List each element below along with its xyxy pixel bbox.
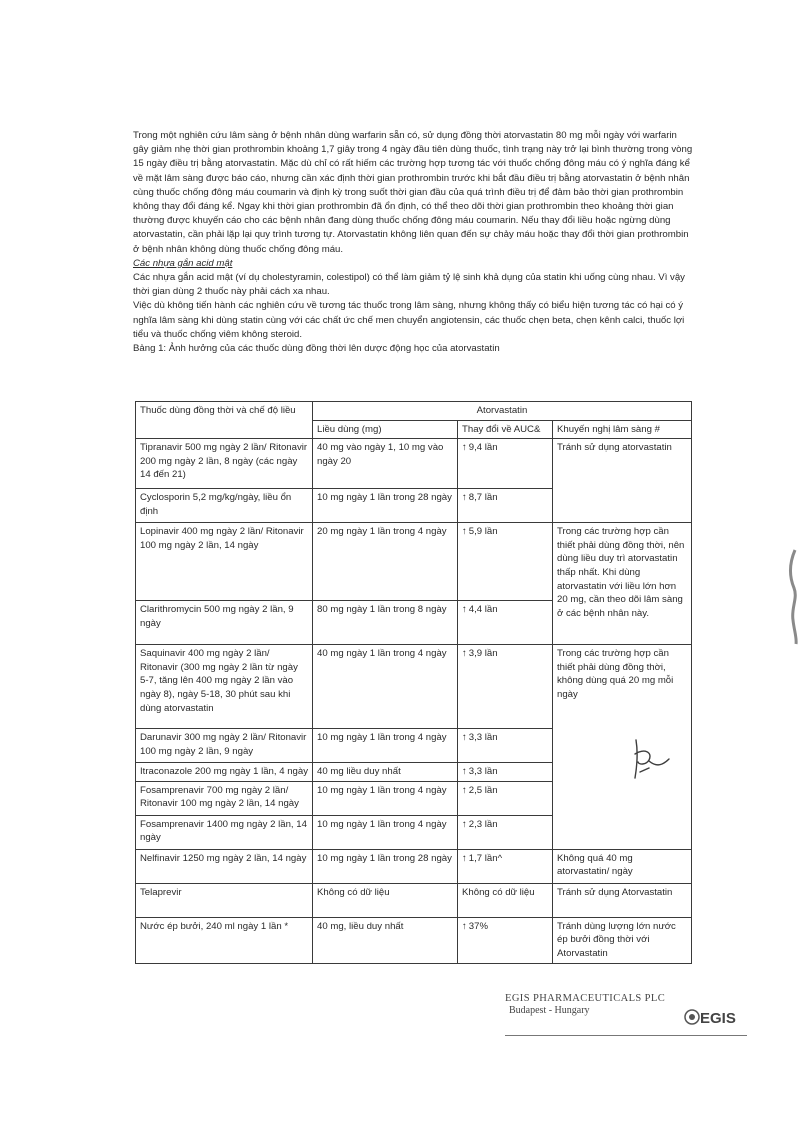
drug-cell: Clarithromycin 500 mg ngày 2 lần, 9 ngày xyxy=(136,601,313,645)
group-header-atorvastatin: Atorvastatin xyxy=(313,402,692,421)
dose-cell: 10 mg ngày 1 lần trong 28 ngày xyxy=(313,489,458,523)
dose-cell: 10 mg ngày 1 lần trong 4 ngày xyxy=(313,781,458,815)
auc-value: 2,3 lần xyxy=(468,818,498,830)
table-row xyxy=(136,883,692,917)
section-heading-bile-acid-resins: Các nhựa gắn acid mật xyxy=(133,257,233,269)
auc-cell xyxy=(458,645,553,729)
recommendation-cell: Trong các trường hợp cần thiết phải dùng đồng thời, nên dùng liều duy trì atorvastatin thấp nhất. Khi dùng atorvastatin với liều lớn hơn 20 mg, cần theo dõi lâm sàng ở các bệnh nhân này. xyxy=(553,523,692,645)
col-header-drug: Thuốc dùng đồng thời và chế độ liều xyxy=(136,402,313,439)
drug-cell: Itraconazole 200 mg ngày 1 lần, 4 ngày xyxy=(136,763,313,782)
up-arrow-icon: ↑ xyxy=(462,852,467,864)
auc-value: 9,4 lần xyxy=(468,442,498,454)
col-header-dose: Liều dùng (mg) xyxy=(313,420,458,439)
table-caption: Bảng 1: Ảnh hưởng của các thuốc dùng đồng thời lên dược động học của atorvastatin xyxy=(133,343,500,355)
auc-cell xyxy=(458,439,553,489)
handwritten-signature xyxy=(622,732,674,784)
company-stamp xyxy=(505,993,757,1027)
dose-cell: 40 mg, liều duy nhất xyxy=(313,917,458,963)
table-row xyxy=(136,523,692,601)
auc-cell xyxy=(458,729,553,763)
auc-cell: Không có dữ liệu xyxy=(458,883,553,917)
table-row xyxy=(136,439,692,489)
table-row xyxy=(136,849,692,883)
paragraph-bile-acid-resins: Các nhựa gắn acid mật (ví dụ cholestyramin, colestipol) có thể làm giảm tỷ lệ sinh khả dụng của statin khi uống cùng nhau. Vì vậy thời gian dùng 2 thuốc này phải cách xa nhau. xyxy=(133,272,685,298)
auc-value: 5,9 lần xyxy=(468,526,498,538)
egis-logo xyxy=(682,998,762,1034)
drug-cell: Saquinavir 400 mg ngày 2 lần/ Ritonavir (300 mg ngày 2 lần từ ngày 5-7, tăng lên 400 mg ngày 2 lần vào ngày 8), ngày 5-18, 30 phút sau khi dùng atorvastatin xyxy=(136,645,313,729)
up-arrow-icon: ↑ xyxy=(462,442,467,454)
up-arrow-icon: ↑ xyxy=(462,732,467,744)
auc-cell xyxy=(458,523,553,601)
recommendation-cell: Không quá 40 mg atorvastatin/ ngày xyxy=(553,849,692,883)
auc-cell xyxy=(458,763,553,782)
interaction-table xyxy=(135,401,692,964)
dose-cell: 40 mg liều duy nhất xyxy=(313,763,458,782)
up-arrow-icon: ↑ xyxy=(462,818,467,830)
up-arrow-icon: ↑ xyxy=(462,492,467,504)
drug-cell: Nước ép bưởi, 240 ml ngày 1 lần * xyxy=(136,917,313,963)
up-arrow-icon: ↑ xyxy=(462,526,467,538)
drug-cell: Fosamprenavir 700 mg ngày 2 lần/ Ritonavir 100 mg ngày 2 lần, 14 ngày xyxy=(136,781,313,815)
edge-stamp-mark xyxy=(785,546,799,646)
up-arrow-icon: ↑ xyxy=(462,648,467,660)
body-text xyxy=(133,129,693,356)
paragraph-other-drugs: Việc dù không tiến hành các nghiên cứu về tương tác thuốc trong lâm sàng, nhưng không thấy có biểu hiện tương tác có hại có ý nghĩa lâm sàng khi dùng statin cùng với các chất ức chế men chuyển angiotensin, các thuốc chẹn beta, chẹn kênh calci, thuốc lợi tiểu và thuốc chống viêm không steroid. xyxy=(133,300,685,340)
up-arrow-icon: ↑ xyxy=(462,766,467,778)
up-arrow-icon: ↑ xyxy=(462,920,467,932)
drug-cell: Telaprevir xyxy=(136,883,313,917)
auc-cell xyxy=(458,781,553,815)
auc-cell xyxy=(458,489,553,523)
company-city: Budapest - Hungary xyxy=(509,1005,590,1016)
auc-cell xyxy=(458,815,553,849)
up-arrow-icon: ↑ xyxy=(462,604,467,616)
drug-cell: Lopinavir 400 mg ngày 2 lần/ Ritonavir 100 mg ngày 2 lần, 14 ngày xyxy=(136,523,313,601)
dose-cell: 80 mg ngày 1 lần trong 8 ngày xyxy=(313,601,458,645)
auc-cell xyxy=(458,849,553,883)
drug-cell: Nelfinavir 1250 mg ngày 2 lần, 14 ngày xyxy=(136,849,313,883)
recommendation-cell: Tránh dùng lượng lớn nước ép bưởi đồng thời với Atorvastatin xyxy=(553,917,692,963)
auc-cell xyxy=(458,917,553,963)
auc-value: 3,3 lần xyxy=(468,766,498,778)
drug-cell: Tipranavir 500 mg ngày 2 lần/ Ritonavir 200 mg ngày 2 lần, 8 ngày (các ngày 14 đến 21) xyxy=(136,439,313,489)
stamp-underline xyxy=(505,1035,747,1036)
dose-cell: 10 mg ngày 1 lần trong 4 ngày xyxy=(313,815,458,849)
auc-value: 37% xyxy=(468,920,488,932)
paragraph-warfarin: Trong một nghiên cứu lâm sàng ở bệnh nhân dùng warfarin sẵn có, sử dụng đồng thời atorvastatin 80 mg mỗi ngày với warfarin gây giảm nhẹ thời gian prothrombin khoảng 1,7 giây trong 4 ngày đầu tiên dùng thuốc, tình trạng này trở lại bình thường trong vòng 15 ngày điều trị bằng atorvastatin. Mặc dù chỉ có rất hiếm các trường hợp tương tác với thuốc chống đông máu có ý nghĩa đáng kể về mặt lâm sàng được báo cáo, nhưng cần xác định thời gian prothrombin trước khi bắt đầu điều trị bằng atorvastatin ở bệnh nhân cùng thuốc chống đông máu coumarin và định kỳ trong suốt thời gian đầu của quá trình điều trị để đảm bảo thời gian prothrombin không thay đổi đáng kể. Ngay khi thời gian prothrombin đã ổn định, có thể theo dõi thời gian prothrombin theo khoảng thời gian thường được khuyến cáo cho các bệnh nhân đang dùng thuốc chống đông máu coumarin. Nếu thay đổi liều hoặc ngừng dùng atorvastatin, cần phải lặp lại quy trình tương tự. Atorvastatin không liên quan đến sự chảy máu hoặc thay đổi thời gian prothrombin ở bệnh nhân không dùng thuốc chống đông máu. xyxy=(133,130,693,255)
recommendation-cell: Trong các trường hợp cần thiết phải dùng đồng thời, không dùng quá 20 mg mỗi ngày xyxy=(553,645,692,850)
dose-cell: 10 mg ngày 1 lần trong 28 ngày xyxy=(313,849,458,883)
company-name: EGIS PHARMACEUTICALS PLC xyxy=(505,993,666,1004)
dose-cell: 40 mg vào ngày 1, 10 mg vào ngày 20 xyxy=(313,439,458,489)
auc-value: 1,7 lần^ xyxy=(468,852,503,864)
drug-cell: Fosamprenavir 1400 mg ngày 2 lần, 14 ngày xyxy=(136,815,313,849)
table-row xyxy=(136,645,692,729)
drug-cell: Darunavir 300 mg ngày 2 lần/ Ritonavir 100 mg ngày 2 lần, 9 ngày xyxy=(136,729,313,763)
svg-text:EGIS: EGIS xyxy=(700,1010,736,1027)
auc-value: 3,3 lần xyxy=(468,732,498,744)
up-arrow-icon: ↑ xyxy=(462,784,467,796)
dose-cell: Không có dữ liệu xyxy=(313,883,458,917)
recommendation-cell: Tránh sử dụng atorvastatin xyxy=(553,439,692,523)
col-header-auc: Thay đổi về AUC& xyxy=(458,420,553,439)
dose-cell: 10 mg ngày 1 lần trong 4 ngày xyxy=(313,729,458,763)
auc-cell xyxy=(458,601,553,645)
auc-value: 4,4 lần xyxy=(468,604,498,616)
dose-cell: 20 mg ngày 1 lần trong 4 ngày xyxy=(313,523,458,601)
dose-cell: 40 mg ngày 1 lần trong 4 ngày xyxy=(313,645,458,729)
drug-cell: Cyclosporin 5,2 mg/kg/ngày, liều ổn định xyxy=(136,489,313,523)
table-header-row xyxy=(136,402,692,421)
recommendation-cell: Tránh sử dụng Atorvastatin xyxy=(553,883,692,917)
auc-value: 2,5 lần xyxy=(468,784,498,796)
auc-value: 3,9 lần xyxy=(468,648,498,660)
auc-value: 8,7 lần xyxy=(468,492,498,504)
table-row xyxy=(136,917,692,963)
col-header-recommendation: Khuyến nghị lâm sàng # xyxy=(553,420,692,439)
